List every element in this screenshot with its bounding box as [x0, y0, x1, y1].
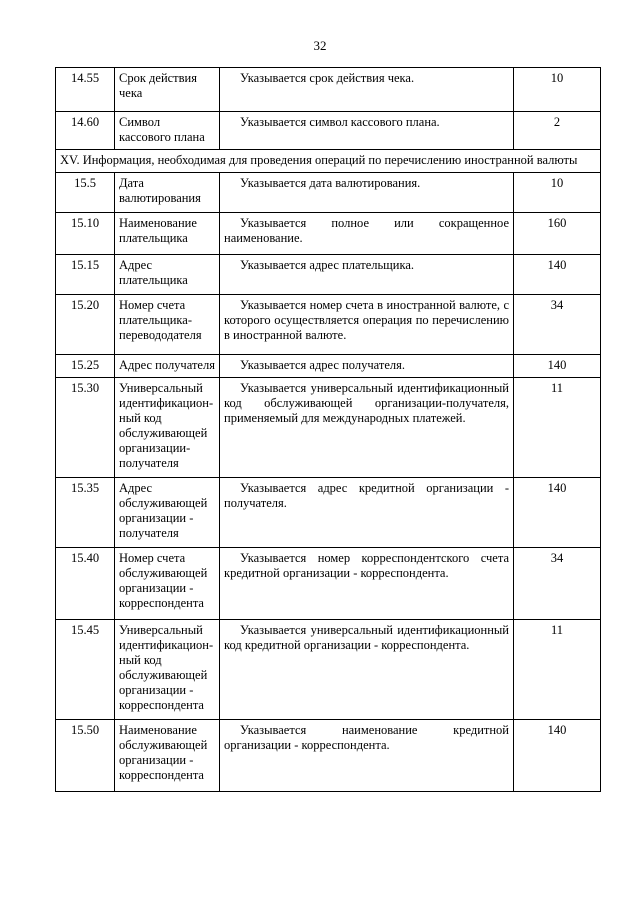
row-number: 15.10: [56, 213, 115, 255]
field-description: [220, 355, 514, 378]
field-length: 140: [514, 255, 601, 295]
field-description: [220, 295, 514, 355]
table-row: [56, 478, 601, 548]
field-description-text: Указывается универсальный идентификационный код обслуживающей организации-получателя, применяемый для международных платежей.: [224, 381, 509, 425]
field-length: 34: [514, 295, 601, 355]
table-row: [56, 213, 601, 255]
field-length: 34: [514, 548, 601, 620]
table-row: [56, 620, 601, 720]
table-body-after-section: [56, 173, 601, 792]
field-description-text: Указывается универсальный идентификационный код кредитной организации - корреспондента.: [224, 623, 509, 652]
row-number: 15.35: [56, 478, 115, 548]
row-number: 15.15: [56, 255, 115, 295]
field-name: Дата валютирования: [115, 173, 220, 213]
requisites-table: [55, 67, 601, 792]
row-number: 15.50: [56, 720, 115, 792]
table-row: [56, 112, 601, 150]
field-description: [220, 720, 514, 792]
row-number: 14.55: [56, 68, 115, 112]
field-description: [220, 378, 514, 478]
field-length: 11: [514, 378, 601, 478]
row-number: 15.30: [56, 378, 115, 478]
section-header-row: [56, 150, 601, 173]
table-row: [56, 548, 601, 620]
field-description: [220, 548, 514, 620]
row-number: 15.5: [56, 173, 115, 213]
field-description: [220, 68, 514, 112]
field-name: Универсальный идентификацион-ный код обслуживающей организации-получателя: [115, 378, 220, 478]
field-description-text: Указывается адрес кредитной организации - получателя.: [224, 481, 509, 510]
row-number: 14.60: [56, 112, 115, 150]
field-description-text: Указывается адрес плательщика.: [240, 258, 415, 272]
field-description-text: Указывается номер корреспондентского счета кредитной организации - корреспондента.: [224, 551, 509, 580]
row-number: 15.40: [56, 548, 115, 620]
field-description: [220, 213, 514, 255]
field-length: 10: [514, 173, 601, 213]
field-name: Адрес обслуживающей организации - получателя: [115, 478, 220, 548]
field-name: Срок действия чека: [115, 68, 220, 112]
row-number: 15.25: [56, 355, 115, 378]
table-row: [56, 173, 601, 213]
section-title: XV. Информация, необходимая для проведения операций по перечислению иностранной валюты: [56, 150, 601, 173]
field-description: [220, 112, 514, 150]
row-number: 15.20: [56, 295, 115, 355]
field-description-text: Указывается номер счета в иностранной валюте, с которого осуществляется операция по перечислению в иностранной валюте.: [224, 298, 509, 342]
page-number: 32: [313, 38, 327, 53]
field-name: Номер счета обслуживающей организации - корреспондента: [115, 548, 220, 620]
field-name: Адрес плательщика: [115, 255, 220, 295]
field-length: 10: [514, 68, 601, 112]
table-row: [56, 378, 601, 478]
field-name: Наименование плательщика: [115, 213, 220, 255]
field-name: Универсальный идентификацион-ный код обслуживающей организации - корреспондента: [115, 620, 220, 720]
field-length: 11: [514, 620, 601, 720]
field-description-text: Указывается наименование кредитной организации - корреспондента.: [224, 723, 509, 752]
field-description-text: Указывается символ кассового плана.: [240, 115, 440, 129]
field-description: [220, 620, 514, 720]
field-length: 2: [514, 112, 601, 150]
field-name: Номер счета плательщика-перевододателя: [115, 295, 220, 355]
field-length: 140: [514, 355, 601, 378]
field-description-text: Указывается полное или сокращенное наименование.: [224, 216, 509, 245]
field-name: Адрес получателя: [115, 355, 220, 378]
row-number: 15.45: [56, 620, 115, 720]
field-description: [220, 173, 514, 213]
table-row: [56, 255, 601, 295]
table-body-before-section: [56, 68, 601, 150]
field-description-text: Указывается адрес получателя.: [240, 358, 405, 372]
field-length: 160: [514, 213, 601, 255]
section-body: [56, 150, 601, 173]
field-length: 140: [514, 720, 601, 792]
field-name: Символ кассового плана: [115, 112, 220, 150]
field-description-text: Указывается срок действия чека.: [240, 71, 415, 85]
table-row: [56, 720, 601, 792]
table-row: [56, 68, 601, 112]
field-length: 140: [514, 478, 601, 548]
field-description: [220, 478, 514, 548]
field-name: Наименование обслуживающей организации - корреспондента: [115, 720, 220, 792]
field-description-text: Указывается дата валютирования.: [240, 176, 421, 190]
field-description: [220, 255, 514, 295]
table-row: [56, 295, 601, 355]
table-row: [56, 355, 601, 378]
